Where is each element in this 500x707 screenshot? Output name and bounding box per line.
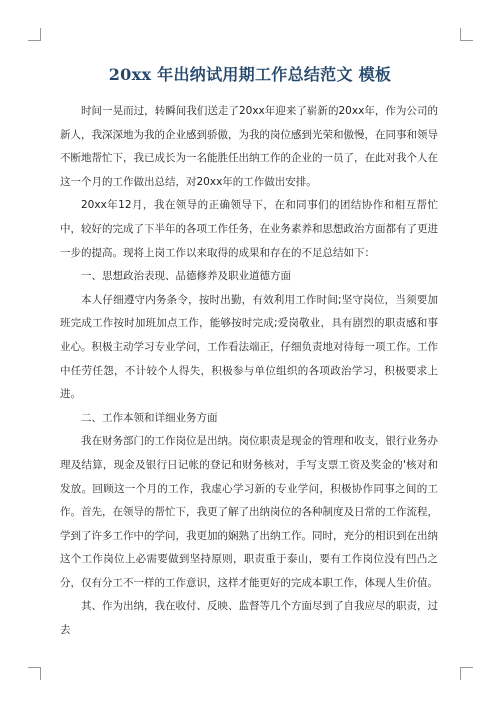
document-body — [60, 100, 438, 643]
paragraph-section-2: 我在财务部门的工作岗位是出纳。岗位职责是现金的管理和收支，银行业务办理及结算，现金及银行日记帐的登记和财务核对，手写支票工资及奖金的'核对和发放。回顾这一个月的工作，我虚心学习新的专业学问，积极协作同事之间的工作。首先，在领导的帮忙下，我更了解了出纳岗位的各种制度及日常的工作流程，学到了许多工作中的学问，我更加的娴熟了出纳工作。同时，充分的相识到在出纳这个工作岗位上必需要做到坚持原则，职责重于泰山，要有工作岗位没有凹凸之分，仅有分工不一样的工作意识，这样才能更好的完成本职工作，体现人生价值。 — [60, 435, 438, 589]
crop-mark-top-left — [28, 28, 41, 41]
crop-mark-bottom-left — [28, 667, 41, 680]
paragraph-intro: 时间一晃而过，转瞬间我们送走了20xx年迎来了崭新的20xx年，作为公司的新人，我深深地为我的企业感到骄傲，为我的岗位感到光荣和傲慢，在同事和领导不断地帮忙下，我已成长为一名能胜任出纳工作的企业的一员了，在此对我个人在这一个月的工作做出总结，对20xx年的工作做出安排。 — [60, 105, 438, 188]
paragraph-summary: 20xx年12月，我在领导的正确领导下，在和同事们的团结协作和相互帮忙中，较好的完成了下半年的各项工作任务，在业务素养和思想政治方面都有了更进一步的提高。现将上岗工作以来取得的成果和存在的不足总结如下： — [60, 199, 438, 259]
paragraph-continued: 其、作为出纳，我在收付、反映、监督等几个方面尽到了自我应尽的职责，过去 — [60, 600, 438, 637]
crop-mark-top-right — [460, 28, 473, 41]
paragraph-section-1: 本人仔细遵守内务条令，按时出勤，有效利用工作时间;坚守岗位，当须要加班完成工作按时加班加点工作，能够按时完成;爱岗敬业，具有剧烈的职责感和事业心。积极主动学习专业学问，工作看法端正，仔细负责地对待每一项工作。工作中任劳任怨，不计较个人得失，积极参与单位组织的各项政治学习，积极要求上进。 — [60, 293, 438, 401]
section-heading-1: 一、思想政治表现、品德修养及职业道德方面 — [81, 270, 291, 283]
document-title: 20xx 年出纳试用期工作总结范文 模板 — [108, 65, 392, 84]
crop-mark-bottom-right — [460, 667, 473, 680]
section-heading-2: 二、工作本领和详细业务方面 — [81, 411, 218, 424]
